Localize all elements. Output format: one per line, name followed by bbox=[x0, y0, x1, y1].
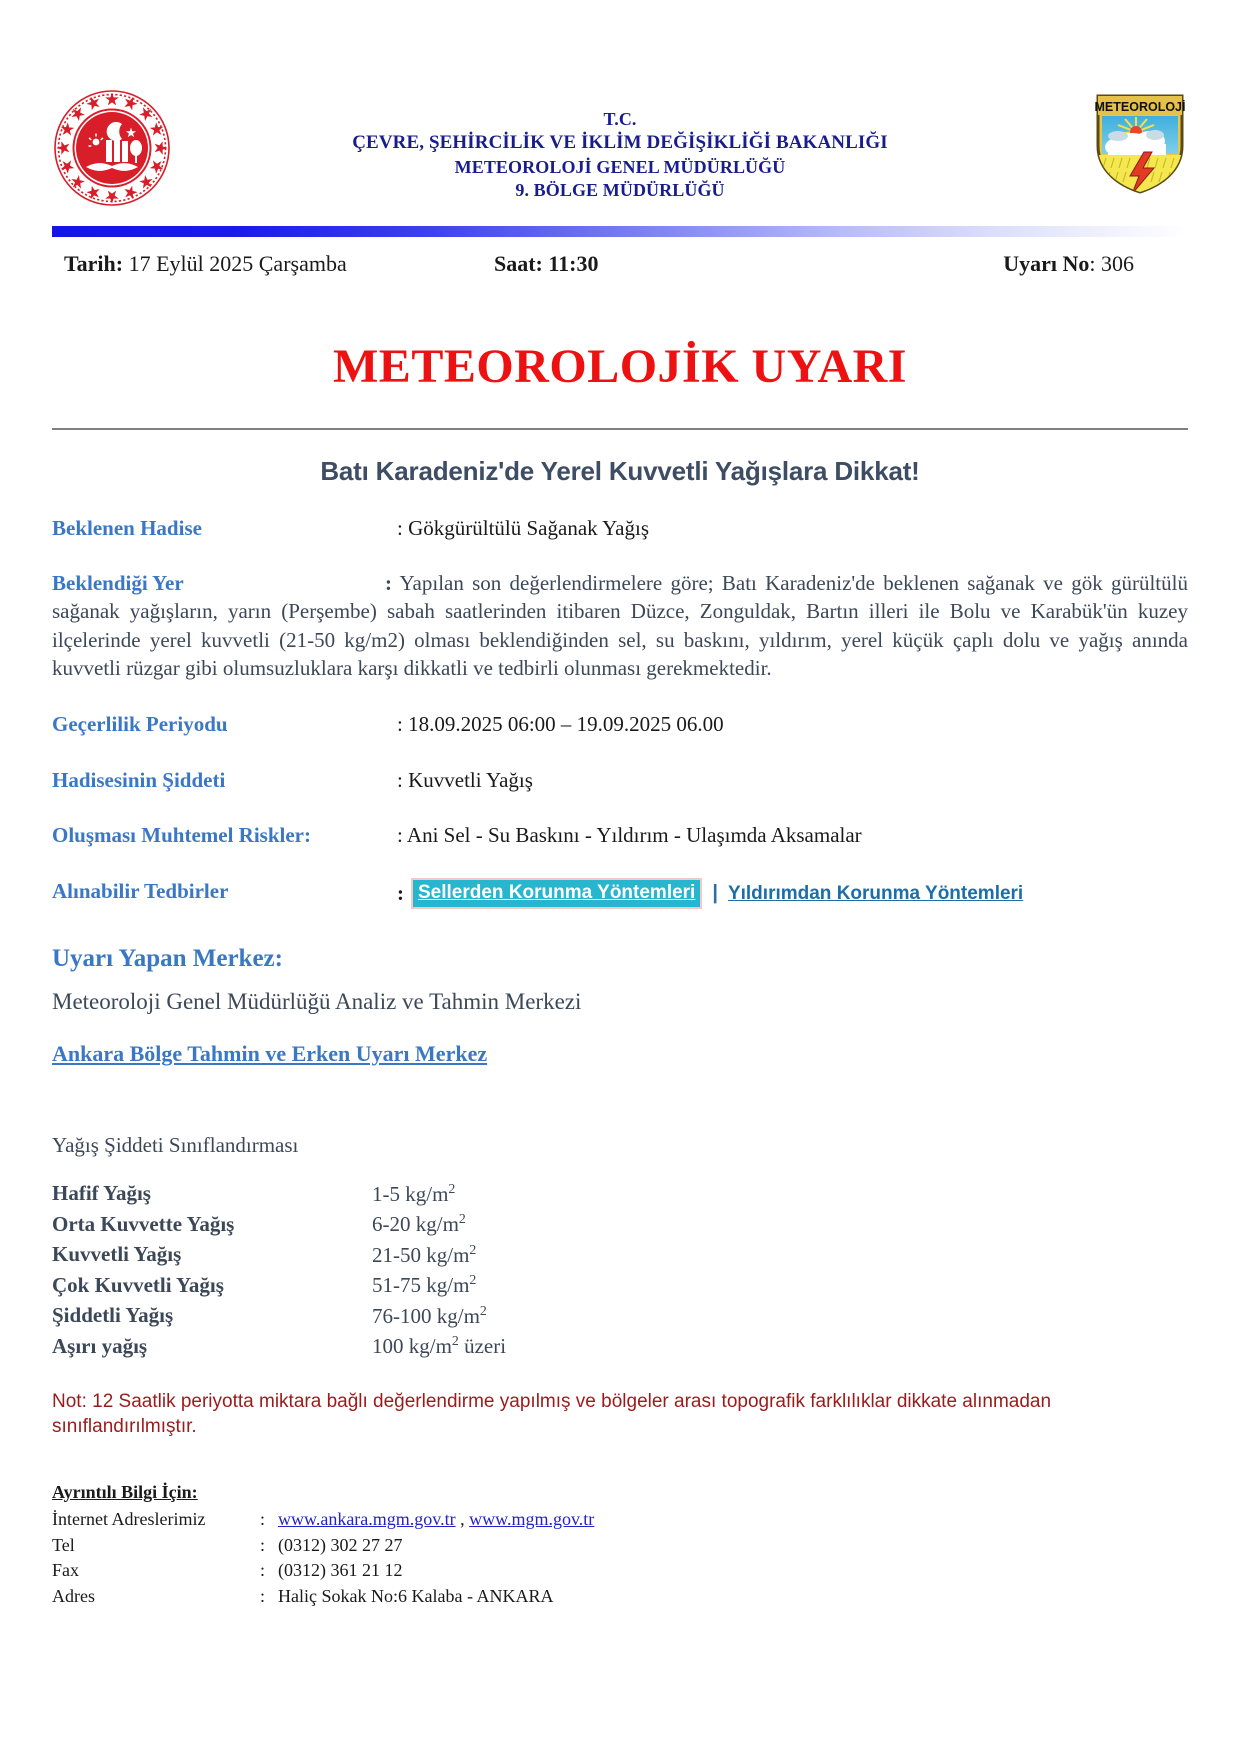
issuing-center-heading: Uyarı Yapan Merkez: bbox=[52, 944, 283, 972]
class-value-number: 6-20 kg/m bbox=[372, 1212, 459, 1237]
meta-row bbox=[52, 251, 1188, 277]
class-value-sup: 2 bbox=[458, 1211, 466, 1227]
header-line-directorate: METEOROLOJİ GENEL MÜDÜRLÜĞÜ bbox=[454, 157, 786, 178]
class-value-sup: 2 bbox=[451, 1333, 459, 1349]
table-row bbox=[52, 1302, 506, 1332]
validity-period-value: : 18.09.2025 06:00 – 19.09.2025 06.00 bbox=[397, 711, 724, 736]
warning-subtitle: Batı Karadeniz'de Yerel Kuvvetli Yağışlara Dikkat! bbox=[320, 456, 920, 486]
class-value-number: 76-100 kg/m bbox=[372, 1303, 480, 1328]
footer-colon: : bbox=[260, 1508, 266, 1529]
footer-contact-table bbox=[52, 1507, 594, 1610]
validity-period-label: Geçerlilik Periyodu bbox=[52, 711, 228, 736]
class-value-sup: 2 bbox=[469, 1241, 477, 1257]
warning-number-label: Uyarı No bbox=[1003, 251, 1090, 276]
turkey-ministry-emblem bbox=[52, 88, 172, 208]
warning-number-value: : 306 bbox=[1089, 251, 1134, 276]
class-name: Hafif Yağış bbox=[52, 1181, 151, 1206]
table-row bbox=[52, 1558, 594, 1584]
class-value-number: 1-5 kg/m bbox=[372, 1181, 449, 1206]
available-measures-colon: : bbox=[397, 880, 404, 905]
issuing-center-name: Meteoroloji Genel Müdürlüğü Analiz ve Tahmin Merkezi bbox=[52, 988, 582, 1014]
turkey-ministry-emblem-container bbox=[52, 88, 182, 208]
table-row bbox=[52, 1332, 506, 1362]
header-line-region: 9. BÖLGE MÜDÜRLÜĞÜ bbox=[515, 180, 725, 201]
field-possible-risks bbox=[52, 822, 1188, 850]
table-row bbox=[52, 1180, 506, 1210]
event-severity-label: Hadisesinin Şiddeti bbox=[52, 767, 226, 792]
class-name: Şiddetli Yağış bbox=[52, 1303, 174, 1328]
footer-link-separator: , bbox=[455, 1508, 470, 1529]
date-label: Tarih: bbox=[64, 251, 124, 276]
class-name: Çok Kuvvetli Yağış bbox=[52, 1272, 224, 1297]
flood-protection-link[interactable]: Sellerden Korunma Yöntemleri bbox=[411, 878, 702, 909]
date-field bbox=[64, 251, 494, 277]
class-value bbox=[372, 1332, 506, 1362]
date-value: 17 Eylül 2025 Çarşamba bbox=[128, 251, 347, 276]
footer-contact-block bbox=[52, 1482, 1188, 1610]
available-measures-value bbox=[397, 878, 1188, 909]
class-value-suffix: üzeri bbox=[458, 1334, 507, 1359]
field-available-measures bbox=[52, 878, 1188, 909]
ankara-regional-center-link[interactable]: Ankara Bölge Tahmin ve Erken Uyarı Merkez bbox=[52, 1040, 488, 1066]
field-expected-event bbox=[52, 515, 1188, 543]
time-label: Saat: bbox=[494, 251, 543, 276]
class-value bbox=[372, 1180, 506, 1210]
header-line-ministry: ÇEVRE, ŞEHİRCİLİK VE İKLİM DEĞİŞİKLİĞİ BAKANLIĞI bbox=[352, 132, 888, 154]
class-name: Aşırı yağış bbox=[52, 1333, 148, 1358]
footer-heading: Ayrıntılı Bilgi İçin: bbox=[52, 1481, 198, 1502]
class-value-number: 51-75 kg/m bbox=[372, 1273, 470, 1298]
footer-key: İnternet Adreslerimiz bbox=[52, 1508, 206, 1529]
precipitation-classification-table bbox=[52, 1180, 506, 1363]
classification-note: Not: 12 Saatlik periyotta miktara bağlı değerlendirme yapılmış ve bölgeler arası topografik farklılıklar dikkate alınmadan sınıflandırılmıştır. bbox=[52, 1390, 1052, 1438]
header-title-block bbox=[182, 88, 1058, 203]
ankara-mgm-website-link[interactable]: www.ankara.mgm.gov.tr bbox=[278, 1508, 456, 1529]
page-title: METEOROLOJİK UYARI bbox=[333, 340, 907, 393]
class-value-sup: 2 bbox=[469, 1272, 477, 1288]
footer-key: Fax bbox=[52, 1560, 79, 1581]
expected-place-colon: : bbox=[385, 570, 392, 595]
class-value-number: 21-50 kg/m bbox=[372, 1242, 470, 1267]
document-header bbox=[52, 0, 1188, 208]
meteoroloji-shield-logo-container bbox=[1058, 88, 1188, 196]
meteoroloji-shield-logo bbox=[1092, 92, 1188, 196]
footer-colon: : bbox=[260, 1586, 266, 1607]
title-divider bbox=[52, 428, 1188, 430]
available-measures-label: Alınabilir Tedbirler bbox=[52, 879, 229, 904]
table-row bbox=[52, 1584, 594, 1610]
field-validity-period bbox=[52, 711, 1188, 739]
table-row bbox=[52, 1507, 594, 1533]
footer-table-body bbox=[52, 1507, 594, 1610]
warning-number-field bbox=[794, 251, 1180, 277]
header-line-tc: T.C. bbox=[603, 109, 637, 129]
expected-event-label: Beklenen Hadise bbox=[52, 516, 202, 540]
class-value-number: 100 kg/m bbox=[372, 1334, 452, 1359]
table-row bbox=[52, 1210, 506, 1240]
measures-separator: | bbox=[712, 882, 718, 905]
class-value bbox=[372, 1241, 506, 1271]
footer-value: (0312) 361 21 12 bbox=[278, 1560, 403, 1581]
class-value-sup: 2 bbox=[479, 1302, 487, 1318]
table-row bbox=[52, 1241, 506, 1271]
footer-key: Tel bbox=[52, 1534, 75, 1555]
table-row bbox=[52, 1533, 594, 1559]
footer-key: Adres bbox=[52, 1586, 95, 1607]
class-value bbox=[372, 1302, 506, 1332]
expected-place-paragraph bbox=[52, 569, 1188, 683]
expected-place-value: Yapılan son değerlendirmelere göre; Batı Karadeniz'de beklenen sağanak ve gök gürültülü sağanak yağışların, yarın (Perşembe) sabah saatlerinden itibaren Düzce, Zonguldak, Bartın illeri ile Bolu ve Karabük'ün kuzey ilçelerinde yerel kuvvetli (21-50 kg/m2) olması beklendiğinden sel, su baskını, yıldırım, yerel küçük çaplı dolu ve yağış anında kuvvetli rüzgar gibi olumsuzluklara karşı dikkatli ve tedbirli olunması gerekmektedir. bbox=[52, 570, 1188, 681]
event-severity-value: : Kuvvetli Yağış bbox=[397, 767, 533, 792]
class-value bbox=[372, 1210, 506, 1240]
class-value bbox=[372, 1271, 506, 1301]
time-value: 11:30 bbox=[548, 251, 599, 276]
field-event-severity bbox=[52, 767, 1188, 795]
meteoroloji-shield-text: METEOROLOJİ bbox=[1094, 100, 1186, 114]
class-name: Kuvvetli Yağış bbox=[52, 1242, 182, 1267]
mgm-website-link[interactable]: www.mgm.gov.tr bbox=[469, 1508, 595, 1529]
time-field bbox=[494, 251, 794, 277]
classification-table-body bbox=[52, 1180, 506, 1363]
footer-colon: : bbox=[260, 1534, 266, 1555]
class-value-sup: 2 bbox=[448, 1180, 456, 1196]
field-expected-place bbox=[52, 569, 1188, 683]
class-name: Orta Kuvvette Yağış bbox=[52, 1211, 235, 1236]
header-gradient-bar bbox=[52, 226, 1188, 237]
expected-event-value: : Gökgürültülü Sağanak Yağış bbox=[397, 516, 649, 540]
possible-risks-value: : Ani Sel - Su Baskını - Yıldırım - Ulaşımda Aksamalar bbox=[397, 823, 862, 848]
table-row bbox=[52, 1271, 506, 1301]
footer-value: Haliç Sokak No:6 Kalaba - ANKARA bbox=[278, 1586, 554, 1607]
expected-place-label: Beklendiği Yer bbox=[52, 570, 184, 595]
footer-value: (0312) 302 27 27 bbox=[278, 1534, 403, 1555]
classification-title: Yağış Şiddeti Sınıflandırması bbox=[52, 1132, 299, 1157]
lightning-protection-link[interactable]: Yıldırımdan Korunma Yöntemleri bbox=[727, 882, 1024, 904]
possible-risks-label: Oluşması Muhtemel Riskler: bbox=[52, 823, 311, 848]
footer-value bbox=[278, 1507, 594, 1533]
footer-colon: : bbox=[260, 1560, 266, 1581]
